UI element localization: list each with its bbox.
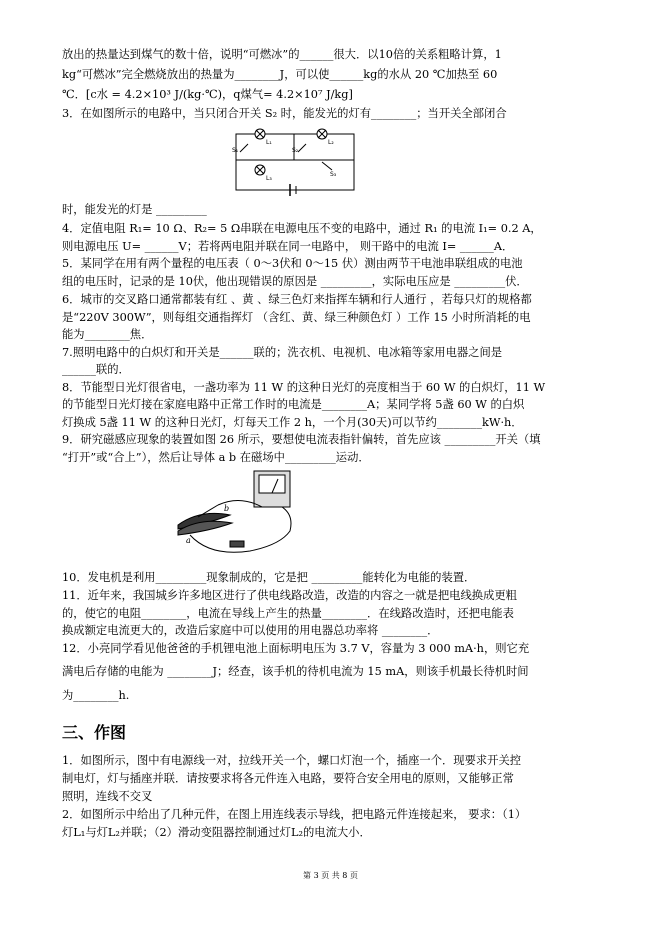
text-line: 4．定值电阻 R₁= 10 Ω、R₂= 5 Ω串联在电源电压不变的电路中，通过 R₁ 的电流 I₁= 0.2 A， <box>62 222 542 235</box>
page-footer: 第 3 页 共 8 页 <box>303 871 358 880</box>
text-line: 为________h. <box>62 689 130 702</box>
text-line: 满电后存储的电能为 ________J；经查，该手机的待机电流为 15 mA，则该手机最长待机时间 <box>62 665 529 678</box>
label-l2: L₂ <box>328 139 334 146</box>
text-line: 2．如图所示中给出了几种元件，在图上用连线表示导线，把电路元件连接起来， 要求：（1） <box>62 808 527 821</box>
text-line: ______联的． <box>62 363 130 376</box>
text-line: 制电灯，灯与插座并联．请按要求将各元件连入电路，要符合安全用电的原则，又能够正常 <box>62 772 514 785</box>
text-line: 11．近年来，我国城乡许多地区进行了供电线路改造，改造的内容之一就是把电线换成更粗 <box>62 589 517 602</box>
text-line: 灯换成 5盏 11 W 的这种日光灯，灯每天工作 2 h，一个月(30天)可以节约________kW·h． <box>62 416 523 429</box>
text-line: 时，能发光的灯是 _________ <box>62 203 207 216</box>
text-line: 6．城市的交叉路口通常都装有红 、黄 、绿三色灯来指挥车辆和行人通行 ，若每只灯的规格都 <box>62 293 532 306</box>
text-line: 灯L₁与灯L₂并联；（2）滑动变阻器控制通过灯L₂的电流大小． <box>62 826 371 839</box>
text-line: 能为________焦． <box>62 328 153 341</box>
text-line: 8．节能型日光灯很省电，一盏功率为 11 W 的这种日光灯的亮度相当于 60 W 的白炽灯，11 W <box>62 381 546 394</box>
label-l1: L₁ <box>266 139 272 146</box>
text-line: 照明，连线不交叉 <box>62 790 153 803</box>
text-line: kg“可燃冰”完全燃烧放出的热量为________J，可以使______kg的水从 20 ℃加热至 60 <box>62 68 498 81</box>
label-s2: S₂ <box>292 147 299 154</box>
section-title: 三、作图 <box>62 723 127 742</box>
text-line: 换成额定电流更大的，改造后家庭中可以使用的用电器总功率将 ________． <box>62 624 439 637</box>
label-b: b <box>224 504 230 513</box>
text-line: 的，使它的电阻________，电流在导线上产生的热量________．在线路改造时，还把电能表 <box>62 607 514 620</box>
text-line: “打开”或“合上”），然后让导体 a b 在磁场中_________运动． <box>62 451 370 464</box>
text-line: 则电源电压 U= ______V；若将两电阻并联在同一电路中， 则干路中的电流 I= ______A． <box>62 240 514 253</box>
label-s3: S₃ <box>330 171 337 178</box>
text-line: ℃．[c水 = 4.2×10³ J/(kg·℃)，q煤气= 4.2×10⁷ J/kg] <box>62 88 353 101</box>
label-l3: L₃ <box>266 175 272 182</box>
text-line: 7.照明电路中的白炽灯和开关是______联的；洗衣机、电视机、电冰箱等家用电器之间是 <box>62 346 503 359</box>
text-line: 5．某同学在用有两个量程的电压表（ 0～3伏和 0～15 伏）测由两节干电池串联组成的电池 <box>62 257 523 270</box>
text-line: 组的电压时，记录的是 10伏，他出现错误的原因是 _________，实际电压应是 _________伏． <box>62 275 528 288</box>
text-line: 10．发电机是利用_________现象制成的，它是把 _________能转化为电能的装置． <box>62 571 476 584</box>
text-line: 9．研究磁感应现象的装置如图 26 所示，要想使电流表指针偏转，首先应该 _________开关（填 <box>62 433 541 446</box>
circuit-diagram-q3 <box>230 122 360 200</box>
text-line: 12．小亮同学看见他爸爸的手机锂电池上面标明电压为 3.7 V，容量为 3 000 mA·h，则它充 <box>62 642 530 655</box>
text-line: 1．如图所示，图中有电源线一对，拉线开关一个，螺口灯泡一个，插座一个．现要求开关控 <box>62 754 522 767</box>
text-line: 是“220V 300W”，则每组交通指挥灯 （含红、黄、绿三种颜色灯 ）工作 15 小时所消耗的电 <box>62 311 531 324</box>
text-line: 的节能型日光灯接在家庭电路中正常工作时的电流是________A；某同学将 5盏 60 W 的白炽 <box>62 398 525 411</box>
induction-apparatus-figure <box>170 465 310 565</box>
text-line: 3．在如图所示的电路中，当只闭合开关 S₂ 时，能发光的灯有________；当开关全部闭合 <box>62 107 507 120</box>
text-line: 放出的热量达到煤气的数十倍，说明“可燃冰”的______很大．以10倍的关系粗略计算，1 <box>62 48 502 61</box>
label-a: a <box>186 536 191 545</box>
label-s1: S₁ <box>232 147 239 154</box>
